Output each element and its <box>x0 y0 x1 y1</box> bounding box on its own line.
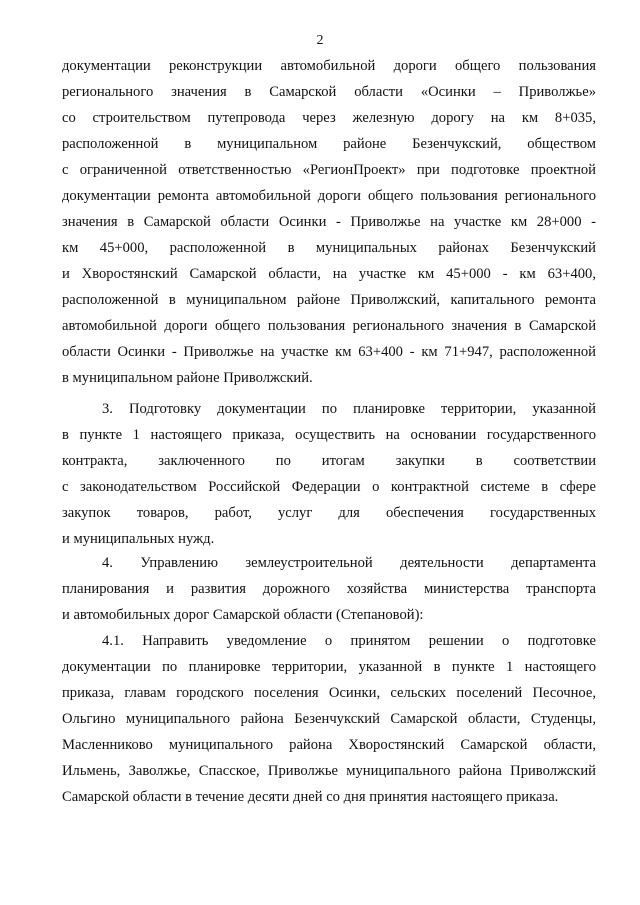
text-line: и автомобильных дорог Самарской области (Степановой): <box>62 607 424 623</box>
text-line: контракта, заключенного по итогам закупки в соответствии <box>62 453 596 469</box>
text-line: 3. Подготовку документации по планировке территории, указанной <box>102 401 596 417</box>
text-line: документации реконструкции автомобильной дороги общего пользования <box>62 58 596 74</box>
text-line: Самарской области в течение десяти дней со дня принятия настоящего приказа. <box>62 789 559 805</box>
text-line: документации ремонта автомобильной дороги общего пользования регионального <box>62 188 596 204</box>
text-line: и муниципальных нужд. <box>62 531 215 547</box>
text-line: в муниципальном районе Приволжский. <box>62 370 313 386</box>
text-line: с ограниченной ответственностью «РегионПроект» при подготовке проектной <box>62 162 596 178</box>
text-line: планирования и развития дорожного хозяйства министерства транспорта <box>62 581 596 597</box>
text-line: Ольгино муниципального района Безенчукский Самарской области, Студенцы, <box>62 711 596 727</box>
text-line: приказа, главам городского поселения Осинки, сельских поселений Песочное, <box>62 685 596 701</box>
text-line: 4.1. Направить уведомление о принятом решении о подготовке <box>102 633 596 649</box>
text-line: расположенной в муниципальном районе Безенчукский, обществом <box>62 136 596 152</box>
text-line: области Осинки - Приволжье на участке км 63+400 - км 71+947, расположенной <box>62 344 596 360</box>
text-line: расположенной в муниципальном районе Приволжский, капитального ремонта <box>62 292 596 308</box>
text-line: Ильмень, Заволжье, Спасское, Приволжье муниципального района Приволжский <box>62 763 596 779</box>
text-line: со строительством путепровода через железную дорогу на км 8+035, <box>62 110 596 126</box>
text-line: документации по планировке территории, указанной в пункте 1 настоящего <box>62 659 596 675</box>
text-line: с законодательством Российской Федерации о контрактной системе в сфере <box>62 479 596 495</box>
text-line: закупок товаров, работ, услуг для обеспечения государственных <box>62 505 596 521</box>
text-line: регионального значения в Самарской области «Осинки – Приволжье» <box>62 84 596 100</box>
text-line: и Хворостянский Самарской области, на участке км 45+000 - км 63+400, <box>62 266 596 282</box>
text-line: Масленниково муниципального района Хворостянский Самарской области, <box>62 737 596 753</box>
text-line: км 45+000, расположенной в муниципальных районах Безенчукский <box>62 240 596 256</box>
text-line: 4. Управлению землеустроительной деятельности департамента <box>102 555 596 571</box>
text-line: в пункте 1 настоящего приказа, осуществить на основании государственного <box>62 427 596 443</box>
text-line: автомобильной дороги общего пользования регионального значения в Самарской <box>62 318 596 334</box>
text-line: значения в Самарской области Осинки - Приволжье на участке км 28+000 - <box>62 214 596 230</box>
page-number: 2 <box>316 33 324 48</box>
